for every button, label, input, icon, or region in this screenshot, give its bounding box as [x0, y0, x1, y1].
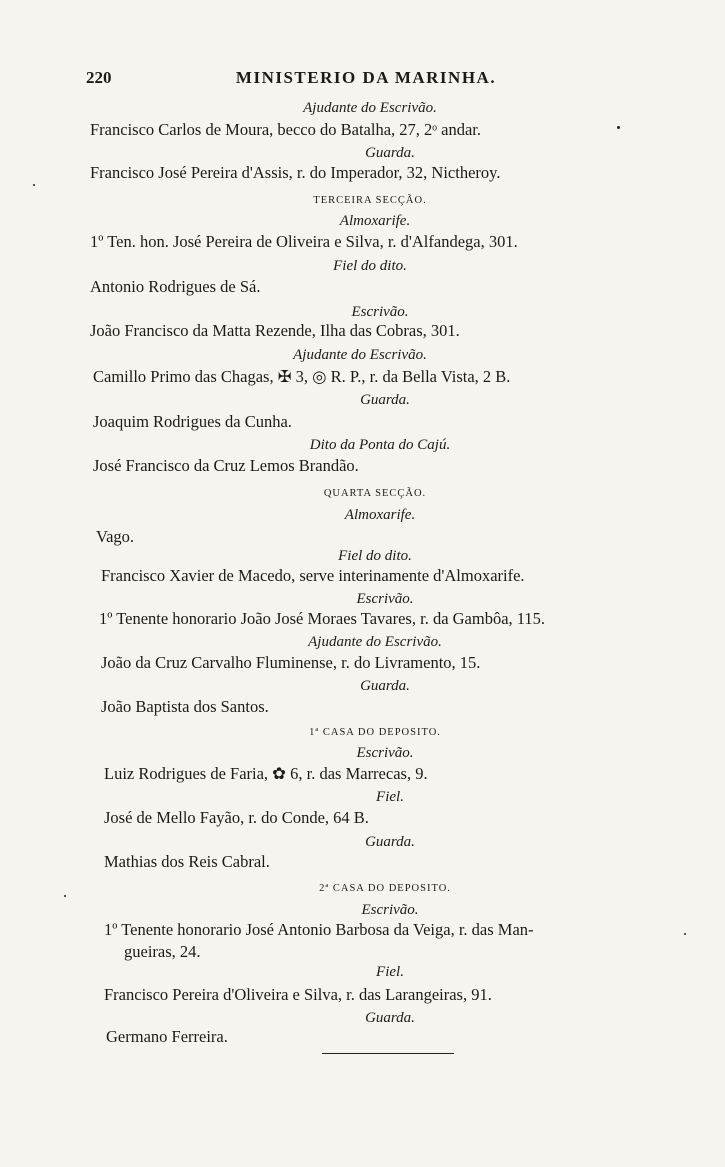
role-heading: Escrivão. — [351, 304, 409, 320]
entry-line: Germano Ferreira. — [106, 1027, 228, 1046]
section-heading: 1ª CASA DO DEPOSITO. — [309, 727, 441, 738]
entry-line: 1º Tenente honorario José Antonio Barbosa da Veiga, r. das Man- — [104, 920, 534, 939]
role-heading: Ajudante do Escrivão. — [303, 100, 437, 116]
entry-line: João da Cruz Carvalho Fluminense, r. do Livramento, 15. — [101, 653, 481, 672]
entry-line: Francisco Carlos de Moura, becco do Batalha, 27, 2ᵒ andar. — [90, 120, 482, 139]
section-heading: 2ª CASA DO DEPOSITO. — [319, 883, 451, 894]
role-heading: Almoxarife. — [339, 213, 411, 229]
ink-speck — [684, 933, 686, 935]
role-heading: Fiel. — [376, 789, 404, 805]
entry-line: Camillo Primo das Chagas, ✠ 3, ◎ R. P., r. da Bella Vista, 2 B. — [93, 367, 511, 386]
page-number: 220 — [86, 68, 112, 87]
entry-line: João Baptista dos Santos. — [101, 697, 269, 716]
role-heading: Guarda. — [365, 834, 415, 850]
section-heading: QUARTA SECÇÃO. — [323, 488, 427, 499]
role-heading: Guarda. — [365, 1010, 415, 1026]
entry-line: Joaquim Rodrigues da Cunha. — [93, 412, 292, 431]
ink-speck — [64, 895, 66, 897]
role-heading: Escrivão. — [361, 902, 419, 918]
ink-speck — [33, 184, 35, 186]
role-heading: Fiel. — [376, 964, 404, 980]
ink-speck — [617, 126, 620, 129]
entry-line: 1º Tenente honorario João José Moraes Tavares, r. da Gambôa, 115. — [99, 609, 546, 628]
closing-rule — [322, 1053, 454, 1054]
role-heading: Ajudante do Escrivão. — [308, 634, 442, 650]
role-heading: Guarda. — [360, 678, 410, 694]
running-title: MINISTERIO DA MARINHA. — [235, 68, 497, 87]
entry-line: Mathias dos Reis Cabral. — [104, 852, 270, 871]
entry-line: Antonio Rodrigues de Sá. — [90, 277, 261, 296]
entry-line: Luiz Rodrigues de Faria, ✿ 6, r. das Marrecas, 9. — [104, 764, 428, 783]
entry-line: Francisco Pereira d'Oliveira e Silva, r. das Larangeiras, 91. — [104, 985, 492, 1004]
role-heading: Fiel do dito. — [338, 548, 412, 564]
entry-line: José Francisco da Cruz Lemos Brandão. — [93, 456, 359, 475]
entry-line: Francisco José Pereira d'Assis, r. do Imperador, 32, Nictheroy. — [90, 163, 501, 182]
entry-line-continued: gueiras, 24. — [124, 942, 201, 961]
entry-line: Vago. — [96, 527, 135, 546]
entry-line: João Francisco da Matta Rezende, Ilha das Cobras, 301. — [90, 321, 460, 340]
role-heading: Dito da Ponta do Cajú. — [309, 437, 451, 453]
role-heading: Guarda. — [360, 392, 410, 408]
entry-line: 1º Ten. hon. José Pereira de Oliveira e Silva, r. d'Alfandega, 301. — [90, 232, 518, 251]
entry-line: José de Mello Fayão, r. do Conde, 64 B. — [104, 808, 369, 827]
role-heading: Ajudante do Escrivão. — [293, 347, 427, 363]
role-heading: Fiel do dito. — [333, 258, 407, 274]
page-header — [86, 68, 646, 94]
role-heading: Escrivão. — [356, 745, 414, 761]
role-heading: Escrivão. — [356, 591, 414, 607]
role-heading: Almoxarife. — [344, 507, 416, 523]
entry-line: Francisco Xavier de Macedo, serve interinamente d'Almoxarife. — [101, 566, 525, 585]
section-heading: TERCEIRA SECÇÃO. — [313, 195, 427, 206]
role-heading: Guarda. — [365, 145, 415, 161]
